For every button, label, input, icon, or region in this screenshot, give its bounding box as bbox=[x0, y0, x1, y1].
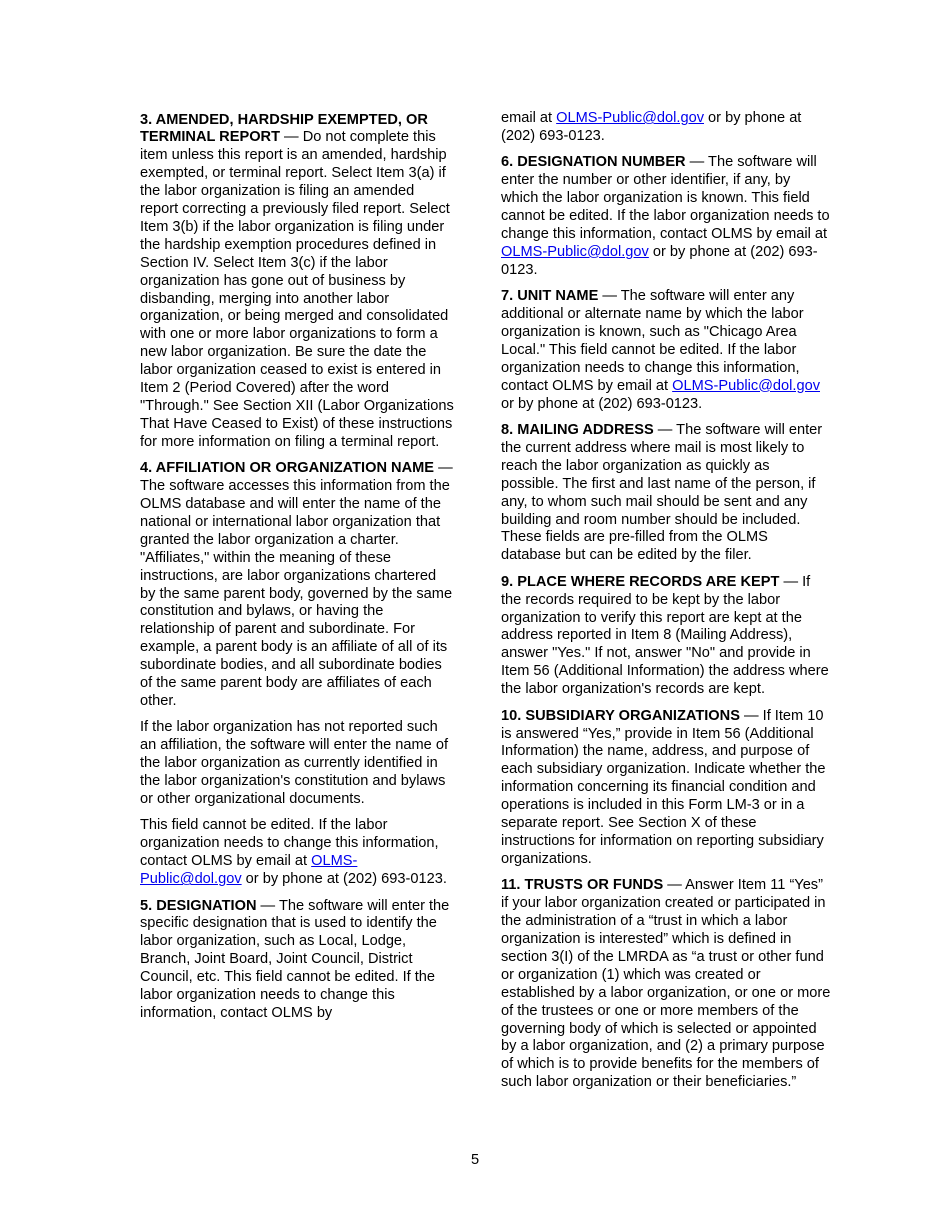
item-8-paragraph bbox=[501, 422, 831, 565]
left-column bbox=[140, 110, 454, 1031]
item-7-paragraph bbox=[501, 288, 831, 413]
item-4-paragraph bbox=[140, 460, 454, 711]
item-4-email-link[interactable]: OLMS-Public@dol.gov bbox=[140, 853, 358, 888]
item-7-text: — The software will enter any additional or alternate name by which the labor organization is known, such as "Chicago Area Local." This field cannot be edited. If the labor organization needs to change this information, contact OLMS by email at bbox=[501, 288, 804, 394]
item-5-email-link[interactable]: OLMS-Public@dol.gov bbox=[556, 110, 704, 126]
item-11-heading: 11. TRUSTS OR FUNDS bbox=[501, 877, 664, 894]
item-3-heading: 3. AMENDED, HARDSHIP EXEMPTED, OR TERMINAL REPORT bbox=[140, 111, 428, 146]
item-10-paragraph bbox=[501, 708, 831, 869]
item-7-phone-text: or by phone at (202) 693-0123. bbox=[501, 395, 703, 412]
item-9-heading: 9. PLACE WHERE RECORDS ARE KEPT bbox=[501, 573, 780, 590]
item-4-edit-note bbox=[140, 817, 454, 889]
item-3-paragraph bbox=[140, 112, 454, 452]
item-6-heading: 6. DESIGNATION NUMBER bbox=[501, 154, 686, 171]
item-6-text: — The software will enter the number or other identifier, if any, by which the labor organization is known. This field cannot be edited. If the labor organization needs to change this information, contact OLMS by email at bbox=[501, 154, 830, 242]
item-10-heading: 10. SUBSIDIARY ORGANIZATIONS bbox=[501, 707, 740, 724]
item-7-email-link[interactable]: OLMS-Public@dol.gov bbox=[672, 377, 820, 394]
item-8-text: — The software will enter the current address where mail is most likely to reach the labor organization as quickly as possible. The first and last name of the person, if any, to whom such mail should be sent and any building and room number should be included. These fields are pre-filled from the OLMS database but can be edited by the filer. bbox=[501, 422, 823, 564]
item-9-paragraph bbox=[501, 574, 831, 699]
item-5-paragraph bbox=[140, 898, 454, 1023]
item-4-text: — The software accesses this information from the OLMS database and will enter the name of the national or international labor organization that granted the labor organization a charter. "Affiliates," within the meaning of these instructions, are labor organizations chartered by the same parent body, governed by the same constitution and bylaws, or having the relationship of parent and subordinate. For example, a parent body is an affiliate of all of its subordinate bodies, and all subordinate bodies of the same parent body are affiliates of each other. bbox=[140, 460, 453, 709]
item-6-paragraph bbox=[501, 154, 831, 279]
item-7-heading: 7. UNIT NAME bbox=[501, 288, 599, 305]
item-6-phone-text: or by phone at (202) 693-0123. bbox=[501, 243, 818, 278]
right-column bbox=[501, 110, 831, 1101]
item-4-heading: 4. AFFILIATION OR ORGANIZATION NAME bbox=[140, 460, 435, 477]
item-11-text: — Answer Item 11 “Yes” if your labor organization created or participated in the administration of a “trust in which a labor organization is interested” which is defined in section 3(I) of the LMRDA as “a trust or other fund or organization (1) which was created or established by a labor organization, or one or more of the trustees or one or more members of the governing body of which is selected or appointed by a labor organization, and (2) a primary purpose of which is to provide benefits for the members of such labor organization or their beneficiaries.” bbox=[501, 877, 831, 1091]
item-8-heading: 8. MAILING ADDRESS bbox=[501, 422, 654, 438]
item-3-text: — Do not complete this item unless this report is an amended, hardship exempted, or terminal report. Select Item 3(a) if the labor organization is filing an amended report correcting a previously filed report. Select Item 3(b) if the labor organization is filing under the hardship exemption procedures defined in Section IV. Select Item 3(c) if the labor organization has gone out of business by disbanding, merging into another labor organization, or being merged and consolidated with one or more labor organizations to form a new labor organization. Be sure the date the labor organization ceased to exist is entered in Item 2 (Period Covered) after the word "Through." See Section XII (Labor Organizations That Have Ceased to Exist) of these instructions for more information on filing a terminal report. bbox=[140, 129, 454, 450]
item-5-text: — The software will enter the specific designation that is used to identify the labor organization, such as Local, Lodge, Branch, Joint Board, Joint Council, District Council, etc. This field cannot be edited. If the labor organization needs to change this information, contact OLMS by bbox=[140, 897, 450, 1021]
item-4-edit-text: This field cannot be edited. If the labor organization needs to change this information, contact OLMS by email at bbox=[140, 817, 439, 870]
item-10-text: — If Item 10 is answered “Yes,” provide in Item 56 (Additional Information) the name, address, and purpose of each subsidiary organization. Indicate whether the information concerning its financial condition and operations is included in this Form LM-3 or in a separate report. See Section X of these instructions for information on reporting subsidiary organizations. bbox=[501, 707, 826, 867]
item-5-continuation bbox=[501, 110, 831, 146]
item-5-phone-text: or by phone at (202) 693-0123. bbox=[501, 110, 802, 144]
item-5-cont-text: email at bbox=[501, 110, 557, 126]
item-9-text: — If the records required to be kept by the labor organization to verify this report are kept at the address reported in Item 8 (Mailing Address), answer "Yes." If not, answer "No" and provide in Item 56 (Additional Information) the address where the labor organization's records are kept. bbox=[501, 573, 829, 698]
item-11-paragraph bbox=[501, 877, 831, 1092]
item-4-affiliation-note: If the labor organization has not reported such an affiliation, the software will enter the name of the labor organization as currently identified in the labor organization's constitution and bylaws or other organizational documents. bbox=[140, 719, 448, 808]
item-5-heading: 5. DESIGNATION bbox=[140, 897, 257, 914]
page-number: 5 bbox=[470, 1152, 480, 1168]
item-6-email-link[interactable]: OLMS-Public@dol.gov bbox=[501, 243, 649, 260]
item-4-phone-text: or by phone at (202) 693-0123. bbox=[241, 871, 447, 888]
